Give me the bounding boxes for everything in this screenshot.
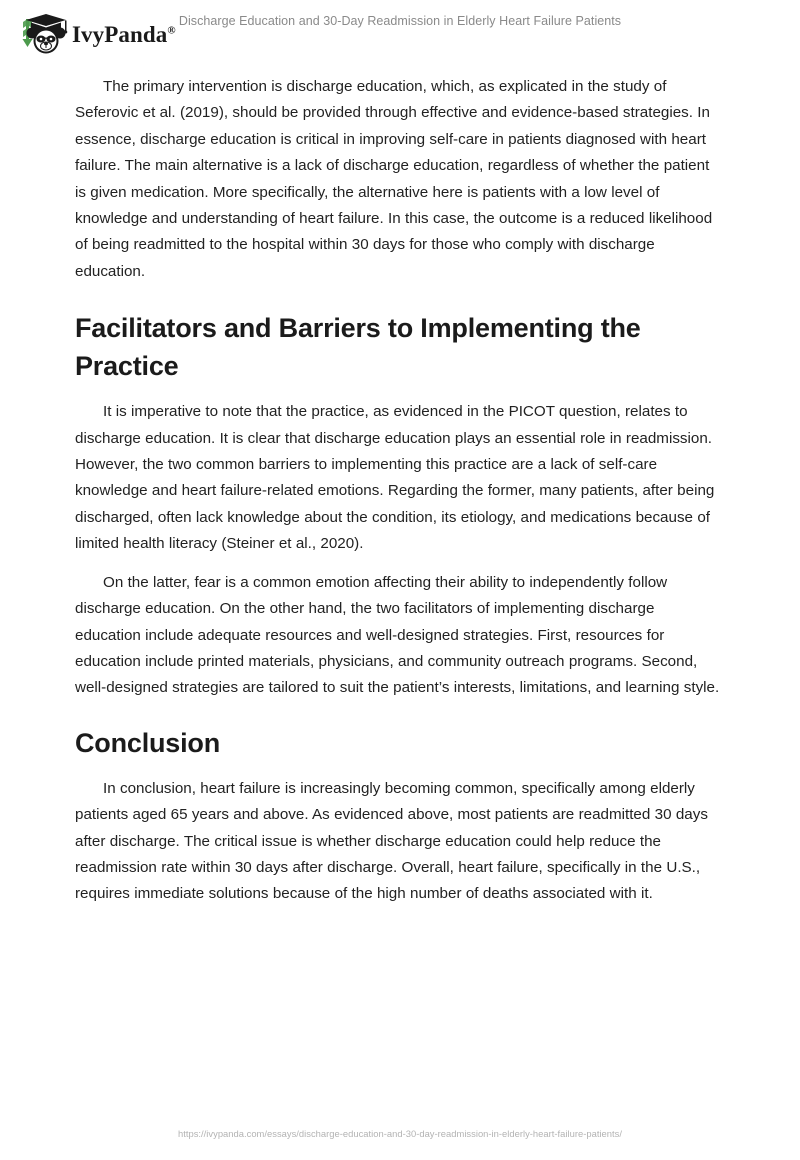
paragraph-intervention: The primary intervention is discharge education, which, as explicated in the study of Seferovic et al. (2019), should be provided through effective and evidence-based strategies. In essence, discharge education is critical in improving self-care in patients diagnosed with heart failure. The main alternative is a lack of discharge education, regardless of whether the patient is given medication. More specifically, the alternative here is patients with a low level of knowledge and understanding of heart failure. In this case, the outcome is a reduced likelihood of being readmitted to the hospital within 30 days for those who comply with discharge education. xyxy=(75,78,713,280)
heading-facilitators-and-barriers: Facilitators and Barriers to Implementing the Practice xyxy=(75,313,641,382)
registered-trademark-icon: ® xyxy=(167,23,176,36)
page-footer xyxy=(0,1124,800,1142)
paragraph-conclusion: In conclusion, heart failure is increasingly becoming common, specifically among elderly patients aged 65 years and above. As evidenced above, most patients are readmitted 30 days after discharge. The critical issue is whether discharge education could help reduce the readmission rate within 30 days after discharge. Overall, heart failure, specifically in the U.S., requires immediate solutions because of the high number of deaths associated with it. xyxy=(75,779,708,903)
document-header-title: Discharge Education and 30-Day Readmission in Elderly Heart Failure Patients xyxy=(178,14,622,28)
paragraph-facilitators: On the latter, fear is a common emotion affecting their ability to independently follow discharge education. On the other hand, the two facilitators of implementing discharge education include adequate resources and well-designed strategies. First, resources for education include printed materials, physicians, and community outreach programs. Second, well-designed strategies are tailored to suit the patient’s interests, limitations, and learning style. xyxy=(75,573,720,697)
source-url-link[interactable]: https://ivypanda.com/essays/discharge-education-and-30-day-readmission-in-elderly-heart-failure-patients/ xyxy=(178,1128,622,1139)
heading-conclusion: Conclusion xyxy=(75,727,220,758)
paragraph-picot-barriers: It is imperative to note that the practice, as evidenced in the PICOT question, relates to discharge education. It is clear that discharge education plays an essential role in readmission. However, the two common barriers to implementing this practice are a lack of self-care knowledge and heart failure-related emotions. Regarding the former, many patients, after being discharged, often lack knowledge about the condition, its etiology, and medications because of limited health literacy (Steiner et al., 2020). xyxy=(75,403,715,553)
document-content xyxy=(75,74,723,908)
brand-name-text: IvyPanda xyxy=(72,21,168,47)
page-header xyxy=(0,0,800,62)
